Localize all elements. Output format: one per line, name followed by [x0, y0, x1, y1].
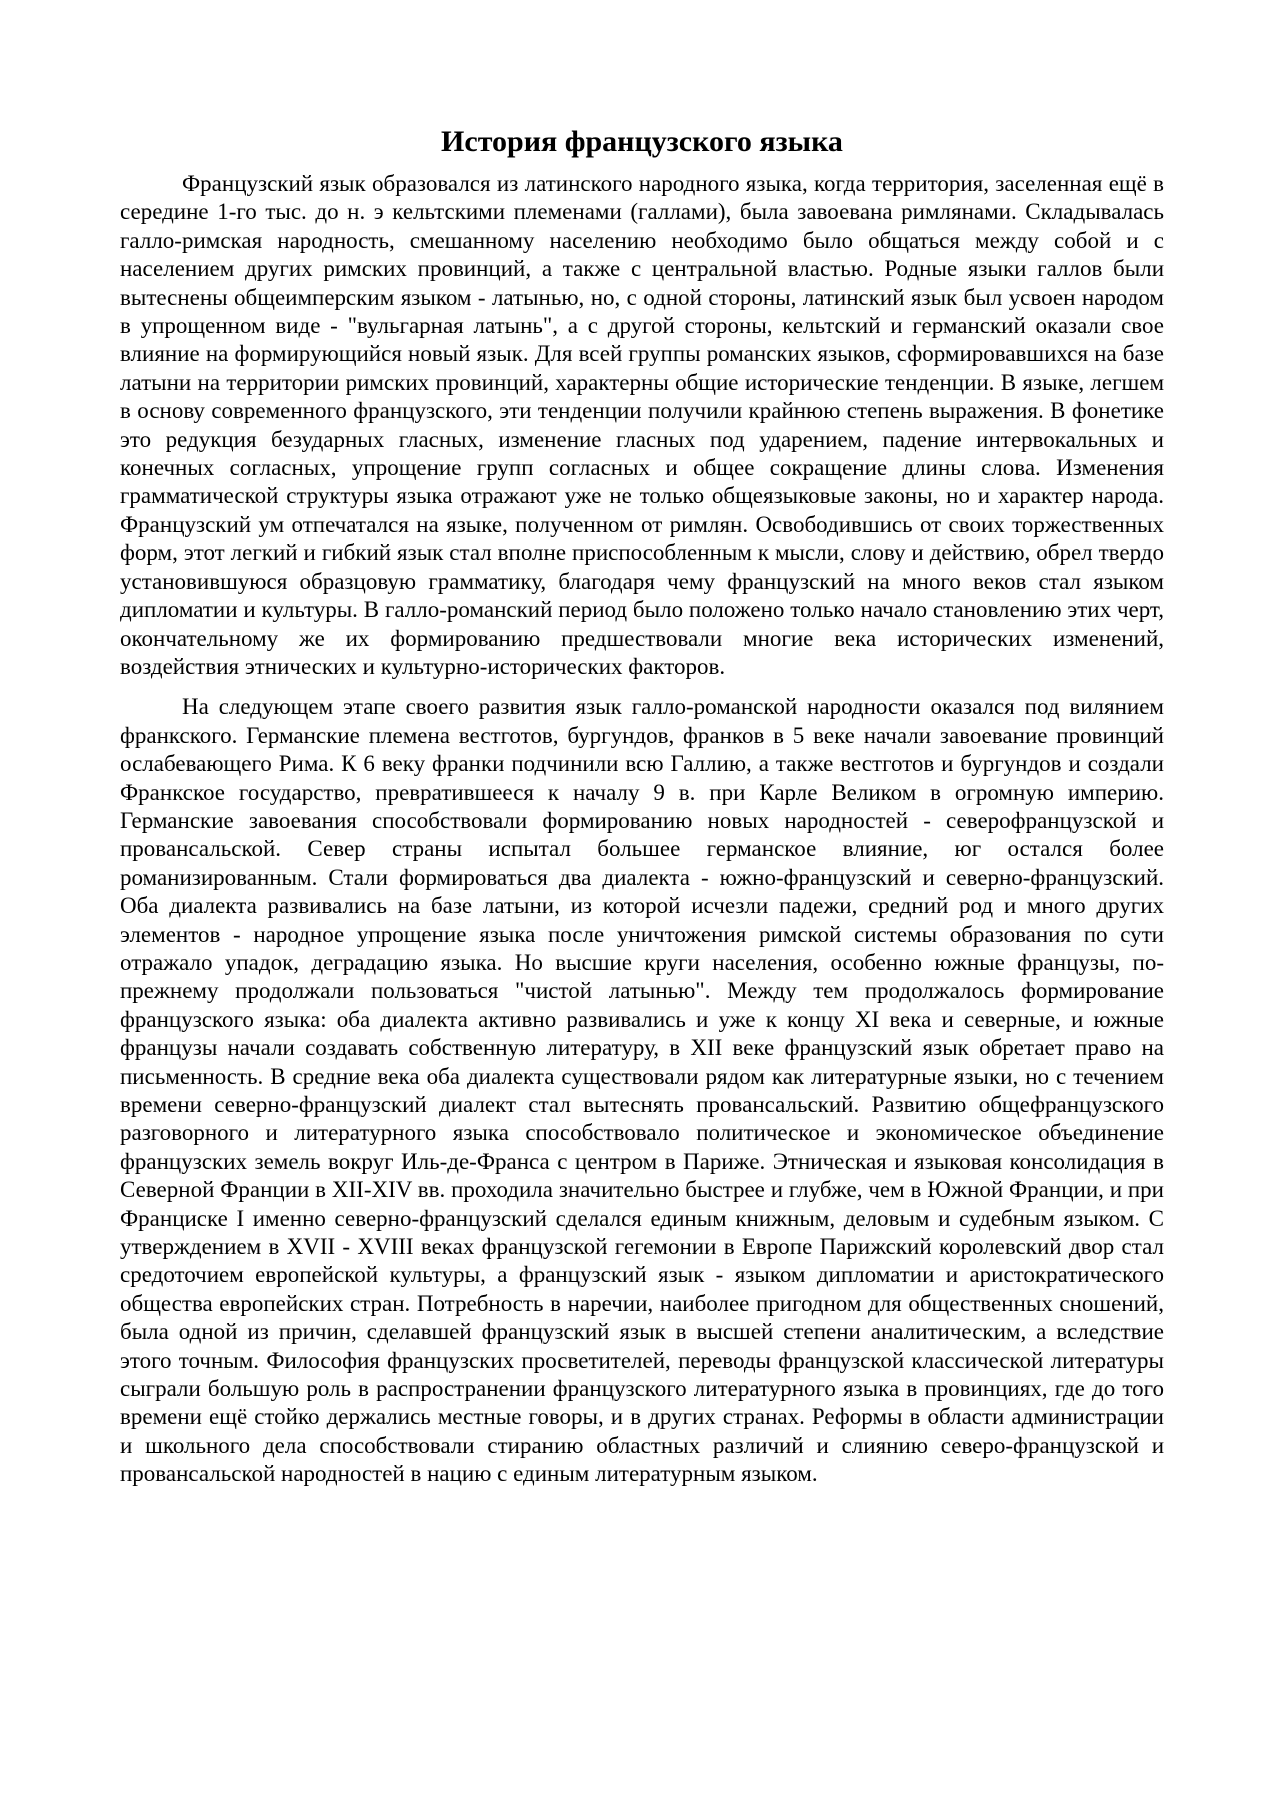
document-title: История французского языка	[441, 125, 843, 158]
paragraph-frankish-influence: На следующем этапе своего развития язык галло-романской народности оказался под вилянием франкского. Германские племена вестготов, бургундов, франков в 5 веке начали завоевание провинций ослабевающего Рима. К 6 веку франки подчинили всю Галлию, а также вестготов и бургундов и создали Франкское государство, превратившееся к началу 9 в. при Карле Великом в огромную империю. Германские завоевания способствовали формированию новых народностей - северофранцузской и провансальской. Север страны испытал большее германское влияние, юг остался более романизированным. Стали формироваться два диалекта - южно-французский и северно-французский. Оба диалекта развивались на базе латыни, из которой исчезли падежи, средний род и много других элементов - народное упрощение языка после уничтожения римской системы образования по сути отражало упадок, деградацию языка. Но высшие круги населения, особенно южные французы, по-прежнему продолжали пользоваться "чистой латынью". Между тем продолжалось формирование французского языка: оба диалекта активно развивались и уже к концу XI века и северные, и южные французы начали создавать собственную литературу, в XII веке французский язык обретает право на письменность. В средние века оба диалекта существовали рядом как литературные языки, но с течением времени северно-французский диалект стал вытеснять провансальский. Развитию общефранцузского разговорного и литературного языка способствовало политическое и экономическое объединение французских земель вокруг Иль-де-Франса с центром в Париже. Этническая и языковая консолидация в Северной Франции в XII-XIV вв. проходила значительно быстрее и глубже, чем в Южной Франции, и при Франциске I именно северно-французский сделался единым книжным, деловым и судебным языком. С утверждением в XVII - XVIII веках французской гегемонии в Европе Парижский королевский двор стал средоточием европейской культуры, а французский язык - языком дипломатии и аристократического общества европейских стран. Потребность в наречии, наиболее пригодном для общественных сношений, была одной из причин, сделавшей французский язык в высшей степени аналитическим, а вследствие этого точным. Философия французских просветителей, переводы французской классической литературы сыграли большую роль в распространении французского литературного языка в провинциях, где до того времени ещё стойко держались местные говоры, и в других странах. Реформы в области администрации и школьного дела способствовали стиранию областных различий и слиянию северо-французской и провансальской народностей в нацию с единым литературным языком.	[120, 694, 1164, 1487]
paragraph-latin-origins: Французский язык образовался из латинского народного языка, когда территория, заселенная ещё в середине 1-го тыс. до н. э кельтскими племенами (галлами), была завоевана римлянами. Складывалась галло-римская народность, смешанному населению необходимо было общаться между собой и с населением других римских провинций, а также с центральной властью. Родные языки галлов были вытеснены общеимперским языком - латынью, но, с одной стороны, латинский язык был усвоен народом в упрощенном виде - "вульгарная латынь", а с другой стороны, кельтский и германский оказали свое влияние на формирующийся новый язык. Для всей группы романских языков, сформировавшихся на базе латыни на территории римских провинций, характерны общие исторические тенденции. В языке, легшем в основу современного французского, эти тенденции получили крайнюю степень выражения. В фонетике это редукция безударных гласных, изменение гласных под ударением, падение интервокальных и конечных согласных, упрощение групп согласных и общее сокращение длины слова. Изменения грамматической структуры языка отражают уже не только общеязыковые законы, но и характер народа. Французский ум отпечатался на языке, полученном от римлян. Освободившись от своих торжественных форм, этот легкий и гибкий язык стал вполне приспособленным к мысли, слову и действию, обрел твердо установившуюся образцовую грамматику, благодаря чему французский на много веков стал языком дипломатии и культуры. В галло-романский период было положено только начало становлению этих черт, окончательному же их формированию предшествовали многие века исторических изменений, воздействия этнических и культурно-исторических факторов.	[120, 171, 1164, 679]
document-page	[120, 124, 1164, 1501]
